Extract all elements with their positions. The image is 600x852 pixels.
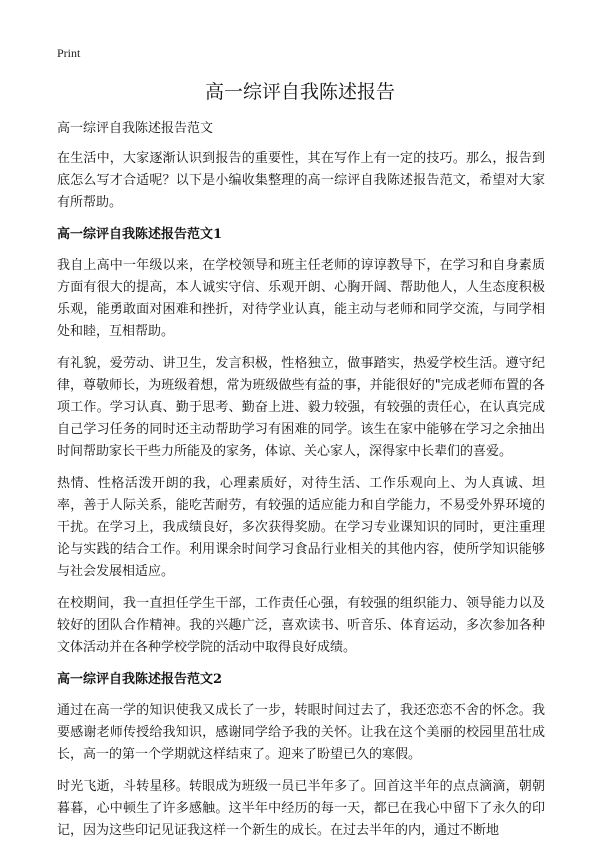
document-body: [57, 118, 545, 852]
section-1-paragraph-1: 我自上高中一年级以来，在学校领导和班主任老师的谆谆教导下，在学习和自身素质方面有很大的提高，本人诚实守信、乐观开朗、心胸开阔、帮助他人，人生态度积极乐观，能勇敢面对困难和挫折，对待学业认真，能主动与老师和同学交流，与同学相处和睦，互相帮助。: [57, 258, 545, 339]
section-1-paragraph-4: 在校期间，我一直担任学生干部，工作责任心强，有较强的组织能力、领导能力以及较好的团队合作精神。我的兴趣广泛，喜欢读书、听音乐、体育运动，多次参加各种文体活动并在各种学校学院的活动中取得良好成绩。: [57, 596, 545, 655]
section-1-paragraph-2: 有礼貌，爱劳动、讲卫生，发言积极，性格独立，做事踏实，热爱学校生活。遵守纪律，尊敬师长，为班级着想，常为班级做些有益的事，并能很好的"完成老师布置的各项工作。学习认真、勤于思考、勤奋上进、毅力较强，有较强的责任心，在认真完成自己学习任务的同时还主动帮助学习有困难的同学。该生在家中能够在学习之余抽出时间帮助家长干些力所能及的家务，体谅、关心家人，深得家中长辈们的喜爱。: [57, 356, 545, 459]
print-link[interactable]: Print: [57, 46, 81, 60]
section-1-paragraph-3: 热情、性格活泼开朗的我，心理素质好，对待生活、工作乐观向上、为人真诚、坦率，善于人际关系，能吃苦耐劳，有较强的适应能力和自学能力，不易受外界环境的干扰。在学习上，我成绩良好，多次获得奖励。在学习专业课知识的同时，更注重理论与实践的结合工作。利用课余时间学习食品行业相关的其他内容，使所学知识能够与社会发展相适应。: [57, 476, 545, 579]
section-2-paragraph-2: 时光飞逝，斗转星移。转眼成为班级一员已半年多了。回首这半年的点点滴滴，朝朝暮暮，心中顿生了许多感触。这半年中经历的每一天，都已在我心中留下了永久的印记，因为这些印记见证我这样一个新生的成长。在过去半年的内，通过不断地: [57, 779, 545, 838]
intro-paragraph: 在生活中，大家逐渐认识到报告的重要性，其在写作上有一定的技巧。那么，报告到底怎么写才合适呢？以下是小编收集整理的高一综评自我陈述报告范文，希望对大家有所帮助。: [57, 151, 545, 210]
document-title: 高一综评自我陈述报告: [204, 81, 395, 103]
section-2-paragraph-1: 通过在高一学的知识使我又成长了一步，转眼时间过去了，我还恋恋不舍的怀念。我要感谢老师传授给我知识，感谢同学给予我的关怀。让我在这个美丽的校园里茁壮成长，高一的第一个学期就这样结束了。迎来了盼望已久的寒假。: [57, 703, 545, 762]
section-2-heading: 高一综评自我陈述报告范文2: [57, 672, 223, 687]
section-1-heading: 高一综评自我陈述报告范文1: [57, 227, 223, 242]
document-subtitle: 高一综评自我陈述报告范文: [57, 121, 214, 136]
